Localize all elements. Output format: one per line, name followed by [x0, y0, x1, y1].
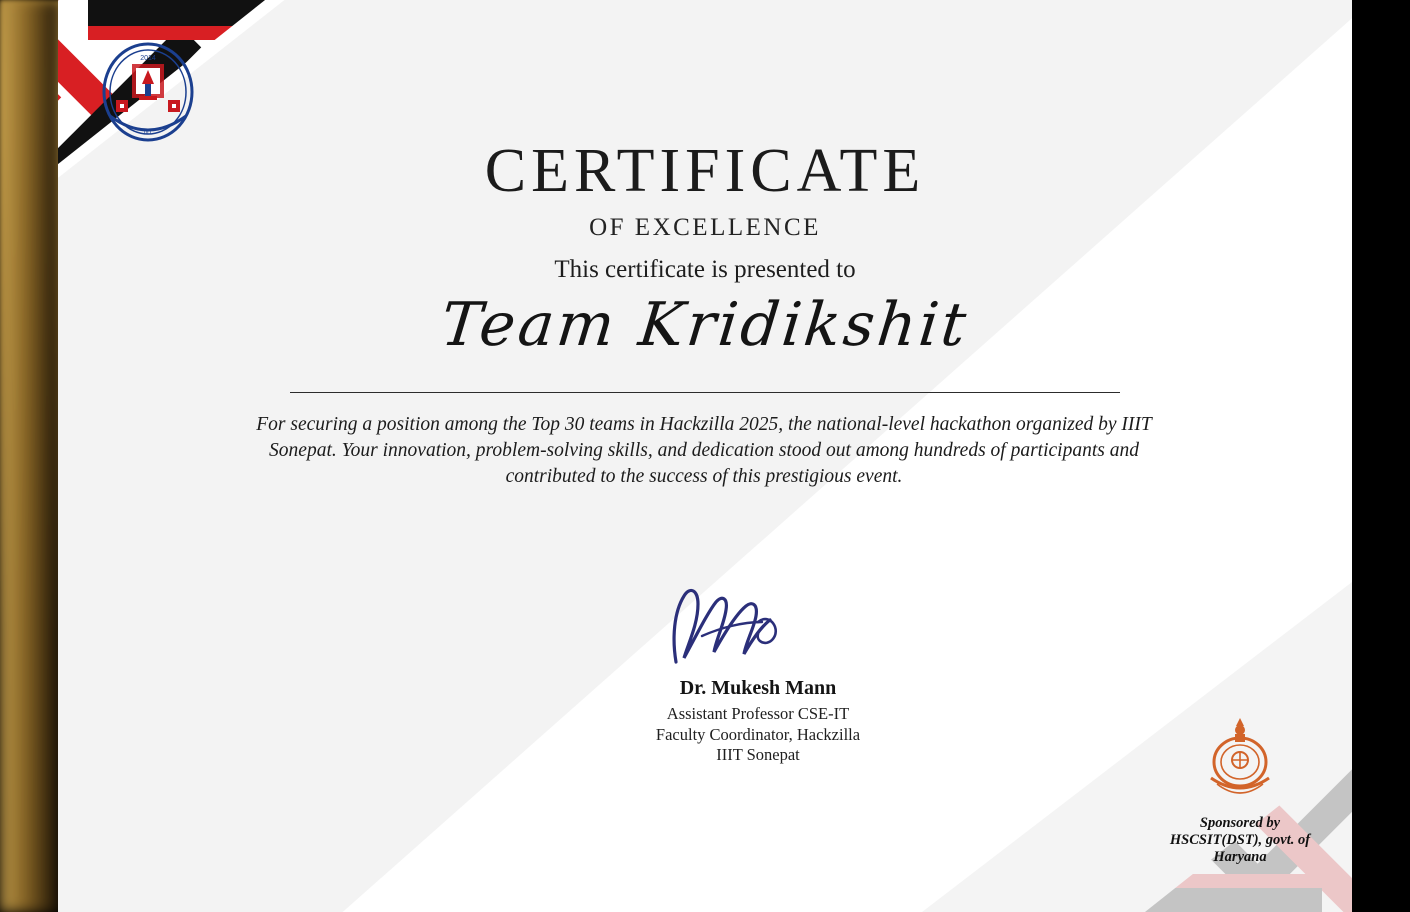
signature-block	[598, 578, 918, 766]
presented-to-label: This certificate is presented to	[554, 256, 856, 283]
citation-text: For securing a position among the Top 30 teams in Hackzilla 2025, the national-level hackathon organized by IIIT Sonepat. Your innovation, problem-solving skills, and dedication stood out among hundreds of participants and contributed to the success of this prestigious event.	[256, 414, 1152, 487]
haryana-government-emblem-icon	[1197, 714, 1283, 806]
certificate-document	[58, 0, 1352, 912]
name-underline	[290, 392, 1120, 393]
svg-text:2014: 2014	[140, 55, 156, 62]
page-title: CERTIFICATE	[484, 137, 926, 205]
sponsored-by-label: Sponsored by	[1199, 815, 1281, 831]
sponsor-region: Haryana	[1213, 849, 1267, 865]
handwritten-signature-icon	[658, 578, 858, 670]
sponsor-name: HSCSIT(DST), govt. of	[1169, 832, 1311, 848]
certificate-subtitle: OF EXCELLENCE	[589, 214, 821, 241]
svg-text:IIIT: IIIT	[143, 130, 153, 136]
recipient-name: Team Kridikshit	[437, 290, 973, 360]
sponsor-block	[1150, 714, 1330, 866]
signer-institute: IIIT Sonepat	[716, 745, 800, 764]
signer-name: Dr. Mukesh Mann	[679, 677, 837, 699]
signer-role: Faculty Coordinator, Hackzilla	[655, 724, 861, 744]
signer-designation: Assistant Professor CSE-IT	[666, 704, 850, 723]
